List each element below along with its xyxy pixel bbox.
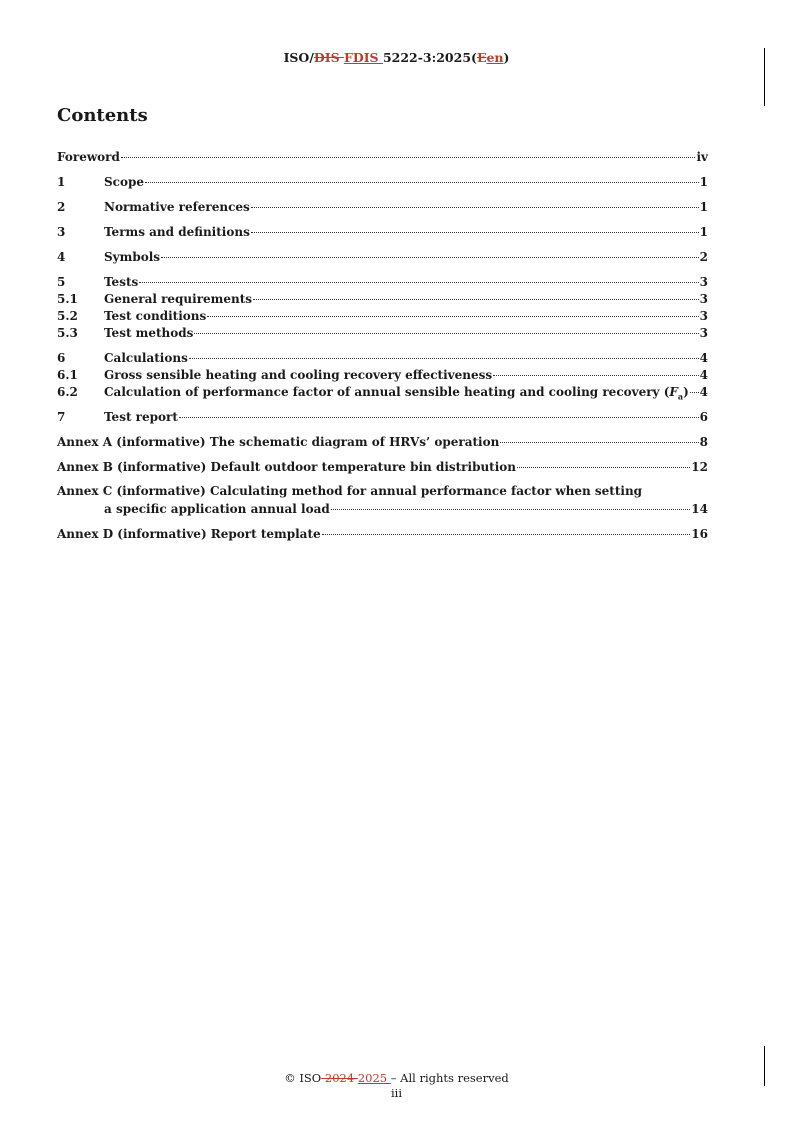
header-standard-number: 5222-3:2025( <box>382 50 477 65</box>
copyright-line: © ISO 2024 2025 – All rights reserved <box>284 1071 509 1085</box>
toc-entry-annex-c-continued[interactable]: a specific application annual load 14 <box>57 500 708 517</box>
contents-title: Contents <box>57 105 148 126</box>
document-header <box>0 50 793 65</box>
toc-entry-annex-d[interactable]: Annex D (informative) Report template 16 <box>57 525 708 542</box>
footer-inserted-year: 2025 <box>357 1071 391 1085</box>
toc-entry-performance-factor[interactable]: 6.2 Calculation of performance factor of annual sensible heating and cooling recovery $(F_a)$ 4 <box>57 383 708 400</box>
header-deleted-lang: E <box>476 50 487 65</box>
toc-entry-symbols[interactable]: 4 Symbols 2 <box>57 248 708 265</box>
toc-entry-test-methods[interactable]: 5.3 Test methods 3 <box>57 324 708 341</box>
toc-entry-test-conditions[interactable]: 5.2 Test conditions 3 <box>57 307 708 324</box>
toc-entry-scope[interactable]: 1 Scope 1 <box>57 173 708 190</box>
toc-entry-normative-references[interactable]: 2 Normative references 1 <box>57 198 708 215</box>
toc-entry-annex-a[interactable]: Annex A (informative) The schematic diagram of HRVs’ operation 8 <box>57 433 708 450</box>
header-suffix: ) <box>503 50 510 65</box>
toc-entry-gross-sensible-effectiveness[interactable]: 6.1 Gross sensible heating and cooling recovery effectiveness 4 <box>57 366 708 383</box>
toc-entry-annex-b[interactable]: Annex B (informative) Default outdoor temperature bin distribution 12 <box>57 458 708 475</box>
toc-entry-test-report[interactable]: 7 Test report 6 <box>57 408 708 425</box>
page-footer <box>0 1071 793 1101</box>
table-of-contents <box>57 148 708 542</box>
header-inserted-stage: FDIS <box>343 50 383 65</box>
header-deleted-stage: DIS <box>313 50 344 65</box>
toc-entry-annex-c[interactable]: Annex C (informative) Calculating method for annual performance factor when setting <box>57 484 643 498</box>
footer-deleted-year: 2024 <box>321 1071 358 1085</box>
toc-entry-calculations[interactable]: 6 Calculations 4 <box>57 349 708 366</box>
toc-entry-foreword[interactable]: Foreword iv <box>57 148 708 165</box>
toc-entry-terms-and-definitions[interactable]: 3 Terms and definitions 1 <box>57 223 708 240</box>
toc-entry-general-requirements[interactable]: 5.1 General requirements 3 <box>57 290 708 307</box>
header-inserted-lang: en <box>486 50 504 65</box>
toc-entry-tests[interactable]: 5 Tests 3 <box>57 273 708 290</box>
header-prefix: ISO/ <box>283 50 314 65</box>
page-number: iii <box>390 1086 403 1100</box>
